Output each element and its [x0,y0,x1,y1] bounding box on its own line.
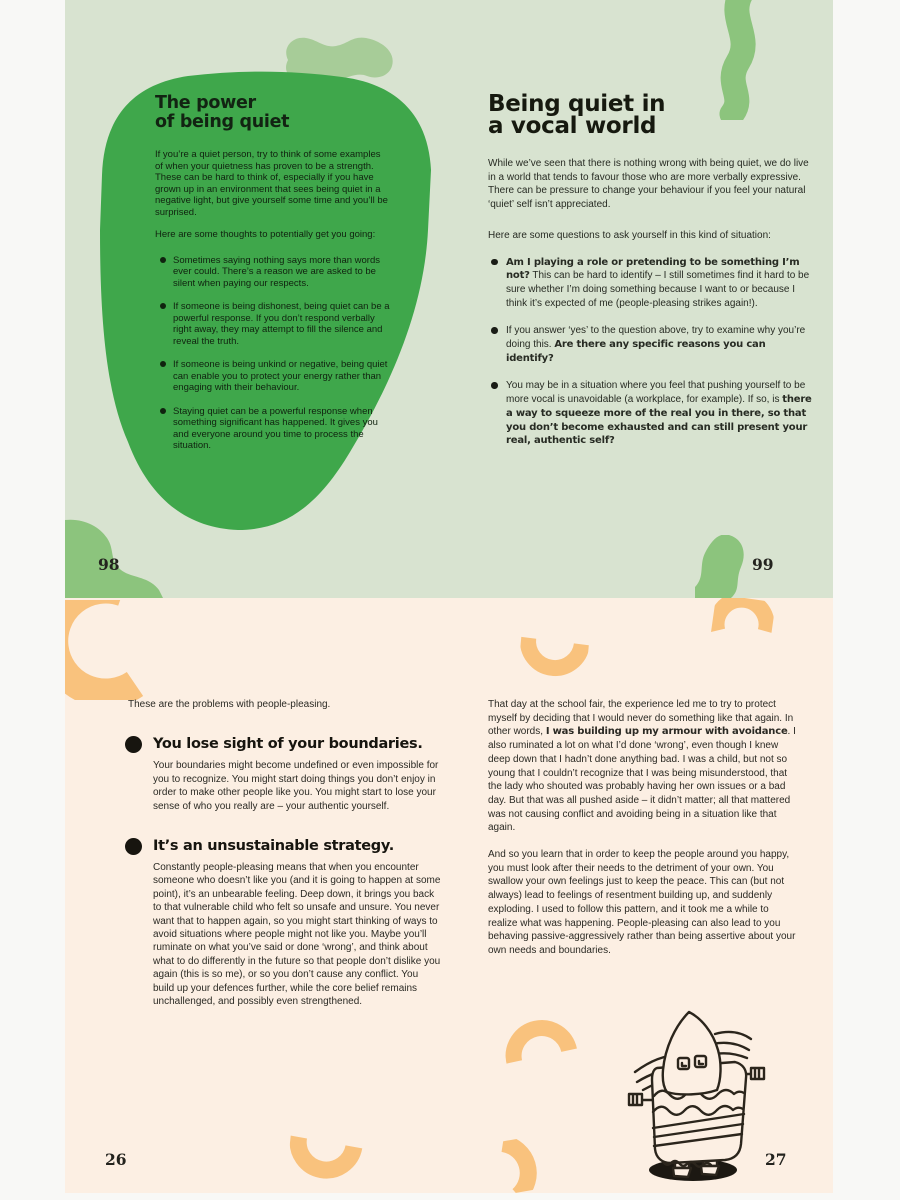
section-bullet-dot [125,838,142,855]
orange-ring-arc [65,600,185,700]
list-item [491,256,812,311]
orange-smile-arc [518,627,590,679]
list-item-text: Staying quiet can be a powerful response when something significant has happened. It gives you and everyone around you time to process the situation. [173,405,378,451]
list-item [491,324,812,365]
intro-paragraph: If you’re a quiet person, try to think of some examples of when your quietness has proven to be a strength. These can be hard to think of, especially if you have grown up in an environment that sees being quiet in a negative light, but give yourself some time and you’ll be surprised. [155,149,388,218]
article-armour-with-avoidance [488,698,796,958]
section-boundaries [128,736,440,813]
page-number-99: 99 [752,555,774,574]
orange-smile-arc-bottom [286,1120,366,1187]
paragraph-text: . I also ruminated a lot on what I’d done ‘wrong’, even though I knew deep down that I hadn’t done anything bad. I was a child, but not so young that I couldn’t recognize that I was being misunderstood, that the lady who shouted was probably having her own issues or a bad day. But that was all pushed aside – it didn’t matter; all that mattered was not causing conflict and avoiding being in a situation like that again. [488,726,796,834]
bullet-list [488,256,812,448]
orange-hook-arc [710,598,776,646]
intro-paragraph: These are the problems with people-pleasing. [128,699,331,710]
list-item [160,301,391,347]
bullet-dot [491,382,498,389]
article-power-of-being-quiet [155,94,391,464]
lead-in-paragraph: Here are some questions to ask yourself in this kind of situation: [488,229,771,241]
heading-line-1: The power [155,93,256,113]
list-item-text: If you answer ‘yes’ to the question above, try to examine why you’re doing this. [506,325,806,351]
bullet-dot [160,257,166,263]
bullet-dot [491,327,498,334]
bullet-dot [160,303,166,309]
article-heading [155,94,391,132]
paragraph-bold-text: I was building up my armour with avoidance [545,726,788,738]
article-people-pleasing-problems [128,698,440,1009]
page-number-98: 98 [98,555,120,574]
section-body: Your boundaries might become undefined or even impossible for you to recognize. You might start doing things you don’t enjoy in order to make other people like you. You might start to lose your sense of who you really are – your authentic yourself. [153,760,439,812]
heading-line-2: a vocal world [488,112,657,139]
list-item-text: If someone is being dishonest, being quiet can be a powerful response. If you don’t respond verbally right away, they may attempt to fill the silence and reveal the truth. [173,301,390,347]
green-edge-blob-right [695,535,760,598]
page-number-26: 26 [105,1150,127,1169]
page-number-27: 27 [765,1150,787,1169]
list-item-text: This can be hard to identify – I still sometimes find it hard to be sure whether I’m doing something because I want to or because I think it’s expected of me (people-pleasing strikes again!). [506,270,810,309]
list-item [160,255,391,290]
list-item-bold-text: Are there any specific reasons you can identify? [506,339,766,364]
list-item [491,379,812,448]
bullet-dot [491,259,498,266]
list-item-bold-text: Am I playing a role or pretending to be something I’m not? [506,256,800,282]
page-spread-26-27 [65,598,833,1193]
list-item-bold-text: there a way to squeeze more of the real you in there, so that you don’t become exhausted and can still present your real, authentic self? [506,394,812,447]
article-heading [488,91,812,139]
section-unsustainable [128,838,440,1008]
armoured-child-character-illustration [623,1008,773,1186]
bullet-dot [160,361,166,367]
page-spread-98-99 [65,0,833,598]
article-quiet-in-vocal-world [488,91,812,462]
list-item [160,406,391,452]
section-heading: You lose sight of your boundaries. [153,736,423,753]
bullet-list [155,255,391,452]
bullet-dot [160,408,166,414]
paragraph-text: That day at the school fair, the experience led me to try to protect myself by deciding that I would never do something like that again. In other words, [488,699,794,738]
list-item-text: You may be in a situation where you feel that pushing yourself to be more vocal is unavoidable (a workplace, for example). If so, is [506,380,806,406]
lead-in-paragraph: Here are some thoughts to potentially get you going: [155,229,376,240]
orange-c-arc-bottom [473,1134,553,1193]
paragraph: And so you learn that in order to keep the people around you happy, you must look after their needs to the detriment of your own. You swallow your own feelings just to keep the peace. This can (but not always) lead to feelings of resentment building up, and suddenly exploding. I used to follow this pattern, and it took me a while to realize what was happening. People-pleasing can also lead to you behaving passive-aggressively rather than being assertive about your own needs and boundaries. [488,849,796,956]
paragraph [488,698,796,835]
list-item [160,359,391,394]
list-item-text: Sometimes saying nothing says more than words ever could. There’s a reason we are asked to be silent when paying our respects. [173,254,380,289]
intro-paragraph: While we’ve seen that there is nothing wrong with being quiet, we do live in a world that tends to favour those who are more verbally expressive. There can be pressure to change your behaviour if you feel your natural ‘quiet’ self isn’t appreciated. [488,158,809,211]
heading-line-2: of being quiet [155,112,290,132]
list-item-text: If someone is being unkind or negative, being quiet can enable you to protect your energy rather than engaging with their behaviour. [173,359,388,393]
section-bullet-dot [125,736,142,753]
section-body: Constantly people-pleasing means that when you encounter someone who doesn’t like you (and it is going to happen at some point), it’s an unbearable feeling. Deep down, it brings you back to that vulnerable child who felt so unsafe and unsure. You never want that to happen again, so you might start thinking of ways to avoid situations where people might not like you. Maybe you’ll ruminate on what you’ve said or done ‘wrong’, and think about what to do differently in the future so that people don’t dislike you again (this is so me), or so you don’t cause any conflict. You build up your defences further, while the core belief remains unchallenged, and possibly even strengthened. [153,862,441,1008]
section-heading: It’s an unsustainable strategy. [153,838,394,855]
heading-line-1: Being quiet in [488,91,666,117]
orange-arch-arc [500,1005,583,1069]
